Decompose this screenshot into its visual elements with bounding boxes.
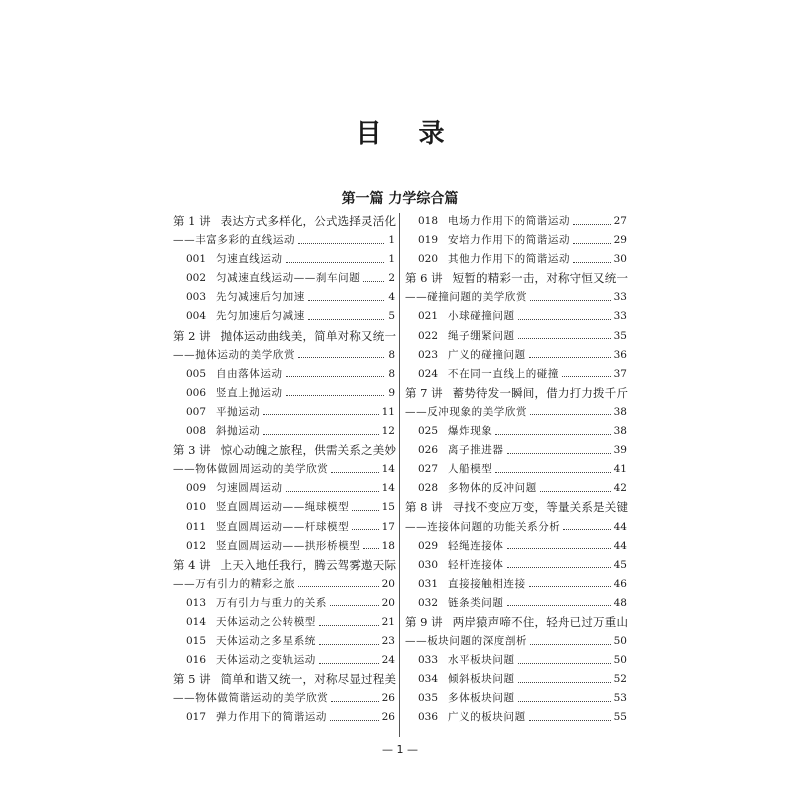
lecture-title: 表达方式多样化，公式选择灵活化: [220, 214, 397, 228]
page-ref: 36: [613, 348, 627, 361]
item-title: 先匀加速后匀减速: [216, 310, 305, 323]
page-ref: 37: [613, 367, 627, 380]
item-title: 链条类问题: [448, 596, 504, 609]
toc-subtitle-entry[interactable]: [405, 632, 627, 651]
item-number: 026: [418, 444, 439, 457]
page-ref: 42: [613, 482, 627, 495]
toc-item-entry[interactable]: [173, 708, 395, 727]
toc-item-entry[interactable]: [405, 365, 627, 384]
lecture-title: 抛体运动曲线美，简单对称又统一: [220, 328, 397, 343]
page-ref: 30: [613, 253, 627, 266]
toc-item-entry[interactable]: [405, 307, 627, 326]
page-ref: 26: [381, 711, 395, 724]
toc-item-entry[interactable]: [405, 575, 627, 594]
subtitle-text: ——反冲现象的美学欣赏: [405, 405, 528, 418]
dot-leader: [308, 299, 384, 301]
page-ref: 14: [381, 482, 395, 495]
lecture-title: 寻找不变应万变，等量关系是关键: [452, 500, 629, 515]
page-ref: 24: [381, 654, 395, 667]
toc-subtitle-entry[interactable]: [173, 689, 395, 708]
dot-leader: [363, 547, 378, 549]
item-number: 019: [418, 234, 439, 247]
dot-leader: [330, 719, 379, 721]
item-title: 万有引力与重力的关系: [216, 596, 327, 609]
dot-leader: [573, 223, 611, 225]
toc-subtitle-entry[interactable]: [405, 288, 627, 307]
page-ref: 15: [381, 501, 395, 514]
page-ref: 52: [613, 673, 627, 686]
dot-leader: [298, 242, 384, 244]
dot-leader: [540, 490, 611, 492]
item-number: 022: [418, 329, 439, 342]
item-number: 033: [418, 654, 439, 667]
item-number: 014: [186, 615, 207, 628]
item-title: 天体运动之多星系统: [216, 635, 316, 648]
page-ref: 41: [613, 463, 627, 476]
dot-leader: [363, 280, 384, 282]
item-title: 绳子绷紧问题: [448, 329, 515, 342]
toc-lecture-heading[interactable]: [173, 556, 395, 575]
toc-item-entry[interactable]: [405, 594, 627, 613]
item-title: 匀减速直线运动——刹车问题: [216, 272, 361, 285]
item-title: 先匀减速后匀加速: [216, 291, 305, 304]
page-ref: 50: [613, 654, 627, 667]
page-ref: 21: [381, 615, 395, 628]
item-number: 004: [186, 310, 207, 323]
subtitle-text: ——物体做简谐运动的美学欣赏: [173, 692, 329, 705]
toc-lecture-heading[interactable]: [173, 327, 395, 346]
page-ref: 46: [613, 577, 627, 590]
item-number: 035: [418, 692, 439, 705]
dot-leader: [507, 566, 611, 568]
toc-item-entry[interactable]: [405, 212, 627, 231]
dot-leader: [286, 394, 384, 396]
lecture-title: 两岸猿声啼不住，轻舟已过万重山: [452, 614, 629, 629]
page-ref: 39: [613, 444, 627, 457]
item-title: 轻杆连接体: [448, 558, 504, 571]
item-number: 006: [186, 386, 207, 399]
page-ref: 45: [613, 558, 627, 571]
page-number: — 1 —: [382, 743, 418, 756]
lecture-number: 第 1 讲: [173, 214, 211, 228]
toc-item-entry[interactable]: [405, 479, 627, 498]
item-title: 平抛运动: [216, 405, 261, 418]
toc-item-entry[interactable]: [405, 689, 627, 708]
item-title: 小球碰撞问题: [448, 310, 515, 323]
item-number: 008: [186, 425, 207, 438]
page-ref: 27: [613, 215, 627, 227]
toc-item-entry[interactable]: [405, 441, 627, 460]
toc-lecture-heading[interactable]: [173, 212, 395, 231]
toc-item-entry[interactable]: [173, 518, 395, 537]
toc-item-entry[interactable]: [173, 632, 395, 651]
item-number: 020: [418, 253, 439, 266]
dot-leader: [518, 662, 611, 664]
item-number: 016: [186, 654, 207, 667]
page-ref: 29: [613, 234, 627, 247]
item-number: 005: [186, 367, 207, 380]
toc-item-entry[interactable]: [405, 346, 627, 365]
toc-lecture-heading[interactable]: [405, 269, 627, 288]
part-title: 第一篇 力学综合篇: [341, 191, 459, 207]
toc-right-column: [405, 212, 627, 728]
page-ref: 55: [613, 711, 627, 724]
item-number: 027: [418, 463, 439, 476]
toc-item-entry[interactable]: [173, 288, 395, 307]
lecture-number: 第 2 讲: [173, 328, 211, 343]
item-number: 011: [186, 520, 207, 533]
page-ref: 11: [381, 405, 395, 418]
page-ref: 1: [388, 234, 395, 247]
toc-item-entry[interactable]: [405, 231, 627, 250]
item-title: 竖直圆周运动——拱形桥模型: [216, 539, 361, 552]
item-number: 029: [418, 539, 439, 552]
item-title: 不在同一直线上的碰撞: [448, 367, 559, 380]
toc-item-entry[interactable]: [173, 250, 395, 269]
item-title: 人船模型: [448, 463, 493, 476]
subtitle-text: ——丰富多彩的直线运动: [173, 234, 296, 247]
page-ref: 8: [388, 348, 395, 361]
dot-leader: [518, 681, 611, 683]
item-title: 竖直圆周运动——杆球模型: [216, 520, 350, 533]
lecture-number: 第 6 讲: [405, 271, 443, 286]
item-title: 匀速圆周运动: [216, 482, 283, 495]
lecture-number: 第 4 讲: [173, 557, 211, 572]
toc-item-entry[interactable]: [405, 651, 627, 670]
item-number: 028: [418, 482, 439, 495]
toc-subtitle-entry[interactable]: [405, 518, 627, 537]
toc-item-entry[interactable]: [173, 498, 395, 517]
page-ref: 35: [613, 329, 627, 342]
lecture-title: 惊心动魄之旅程，供需关系之美妙: [220, 443, 397, 458]
toc-item-entry[interactable]: [405, 327, 627, 346]
item-title: 自由落体运动: [216, 367, 283, 380]
dot-leader: [518, 700, 611, 702]
lecture-title: 蓄势待发一瞬间，借力打力拨千斤: [452, 385, 629, 400]
page-ref: 38: [613, 425, 627, 438]
item-title: 安培力作用下的简谐运动: [448, 234, 571, 247]
subtitle-text: ——物体做圆周运动的美学欣赏: [173, 463, 329, 476]
toc-item-entry[interactable]: [173, 269, 395, 288]
item-title: 轻绳连接体: [448, 539, 504, 552]
item-number: 015: [186, 635, 207, 648]
dot-leader: [530, 643, 611, 645]
item-title: 直接接触相连接: [448, 577, 526, 590]
toc-item-entry[interactable]: [173, 594, 395, 613]
dot-leader: [286, 261, 384, 263]
dot-leader: [319, 624, 379, 626]
page-ref: 20: [381, 577, 395, 590]
item-title: 竖直圆周运动——绳球模型: [216, 501, 350, 514]
page-ref: 4: [388, 291, 395, 304]
toc-lecture-heading[interactable]: [173, 670, 395, 689]
toc-item-entry[interactable]: [173, 651, 395, 670]
page-ref: 26: [381, 692, 395, 705]
lecture-number: 第 8 讲: [405, 500, 443, 515]
item-number: 003: [186, 291, 207, 304]
item-title: 斜抛运动: [216, 425, 261, 438]
toc-item-entry[interactable]: [405, 250, 627, 269]
item-number: 031: [418, 577, 439, 590]
dot-leader: [352, 509, 378, 511]
page-ref: 17: [381, 520, 395, 533]
page-ref: 1: [388, 253, 395, 266]
dot-leader: [286, 375, 384, 377]
subtitle-text: ——连接体问题的功能关系分析: [405, 520, 561, 533]
dot-leader: [352, 528, 378, 530]
item-number: 012: [186, 539, 207, 552]
dot-leader: [286, 490, 379, 492]
lecture-title: 上天入地任我行，腾云驾雾遨天际: [220, 557, 397, 572]
dot-leader: [263, 413, 378, 415]
dot-leader: [573, 242, 611, 244]
page-ref: 5: [388, 310, 395, 323]
item-title: 电场力作用下的简谐运动: [448, 215, 571, 227]
page-ref: 18: [381, 539, 395, 552]
toc-lecture-heading[interactable]: [405, 498, 627, 517]
item-number: 025: [418, 425, 439, 438]
item-number: 018: [418, 215, 439, 227]
dot-leader: [495, 433, 610, 435]
toc-subtitle-entry[interactable]: [173, 231, 395, 250]
item-number: 021: [418, 310, 439, 323]
toc-lecture-heading[interactable]: [405, 613, 627, 632]
dot-leader: [507, 452, 611, 454]
toc-item-entry[interactable]: [405, 556, 627, 575]
subtitle-text: ——板块问题的深度剖析: [405, 635, 528, 648]
toc-item-entry[interactable]: [173, 307, 395, 326]
item-title: 爆炸现象: [448, 425, 493, 438]
item-number: 036: [418, 711, 439, 724]
dot-leader: [518, 318, 611, 320]
dot-leader: [308, 318, 384, 320]
toc-subtitle-entry[interactable]: [173, 346, 395, 365]
dot-leader: [529, 719, 611, 721]
lecture-title: 简单和谐又统一，对称尽显过程美: [220, 672, 397, 687]
item-number: 030: [418, 558, 439, 571]
toc-item-entry[interactable]: [173, 403, 395, 422]
item-number: 024: [418, 367, 439, 380]
page-ref: 44: [613, 520, 627, 533]
lecture-number: 第 9 讲: [405, 614, 443, 629]
dot-leader: [319, 662, 379, 664]
page-ref: 8: [388, 367, 395, 380]
item-title: 其他力作用下的简谐运动: [448, 253, 571, 266]
dot-leader: [507, 604, 611, 606]
toc-item-entry[interactable]: [405, 460, 627, 479]
page-title: 目 录: [355, 119, 459, 149]
page-ref: 23: [381, 635, 395, 648]
page-ref: 50: [613, 635, 627, 648]
dot-leader: [298, 585, 379, 587]
item-number: 017: [186, 711, 207, 724]
item-title: 广义的碰撞问题: [448, 348, 526, 361]
item-number: 032: [418, 596, 439, 609]
dot-leader: [530, 299, 611, 301]
item-title: 匀速直线运动: [216, 253, 283, 266]
page-ref: 2: [388, 272, 395, 285]
item-number: 013: [186, 596, 207, 609]
item-number: 010: [186, 501, 207, 514]
dot-leader: [573, 261, 611, 263]
page-ref: 20: [381, 596, 395, 609]
dot-leader: [563, 528, 610, 530]
dot-leader: [529, 585, 611, 587]
item-title: 离子推进器: [448, 444, 504, 457]
subtitle-text: ——碰撞问题的美学欣赏: [405, 291, 528, 304]
item-number: 007: [186, 405, 207, 418]
toc-item-entry[interactable]: [173, 613, 395, 632]
item-title: 竖直上抛运动: [216, 386, 283, 399]
page-ref: 9: [388, 386, 395, 399]
dot-leader: [331, 471, 378, 473]
toc-item-entry[interactable]: [173, 479, 395, 498]
toc-left-column: [173, 212, 395, 728]
page-ref: 48: [613, 596, 627, 609]
toc-subtitle-entry[interactable]: [405, 403, 627, 422]
page-ref: 14: [381, 463, 395, 476]
dot-leader: [331, 700, 378, 702]
column-divider: [399, 213, 400, 737]
toc-lecture-heading[interactable]: [173, 441, 395, 460]
page-ref: 38: [613, 405, 627, 418]
page-ref: 33: [613, 291, 627, 304]
item-title: 天体运动之公转模型: [216, 615, 316, 628]
dot-leader: [507, 547, 611, 549]
dot-leader: [562, 375, 611, 377]
toc-item-entry[interactable]: [405, 670, 627, 689]
toc-item-entry[interactable]: [173, 384, 395, 403]
dot-leader: [529, 356, 611, 358]
lecture-number: 第 5 讲: [173, 672, 211, 687]
item-title: 水平板块问题: [448, 654, 515, 667]
toc-lecture-heading[interactable]: [405, 384, 627, 403]
toc-subtitle-entry[interactable]: [173, 575, 395, 594]
item-number: 001: [186, 253, 207, 266]
dot-leader: [530, 413, 611, 415]
page-ref: 44: [613, 539, 627, 552]
dot-leader: [330, 604, 379, 606]
item-title: 弹力作用下的简谐运动: [216, 711, 327, 724]
page-ref: 53: [613, 692, 627, 705]
dot-leader: [263, 433, 378, 435]
toc-item-entry[interactable]: [173, 537, 395, 556]
dot-leader: [518, 337, 611, 339]
item-number: 034: [418, 673, 439, 686]
item-number: 009: [186, 482, 207, 495]
item-number: 023: [418, 348, 439, 361]
toc-subtitle-entry[interactable]: [173, 460, 395, 479]
toc-item-entry[interactable]: [405, 422, 627, 441]
lecture-title: 短暂的精彩一击，对称守恒又统一: [452, 271, 629, 286]
subtitle-text: ——万有引力的精彩之旅: [173, 577, 296, 590]
toc-item-entry[interactable]: [173, 422, 395, 441]
item-title: 多物体的反冲问题: [448, 482, 537, 495]
lecture-number: 第 3 讲: [173, 443, 211, 458]
dot-leader: [319, 643, 379, 645]
lecture-number: 第 7 讲: [405, 385, 443, 400]
toc-item-entry[interactable]: [405, 708, 627, 727]
dot-leader: [298, 356, 384, 358]
toc-item-entry[interactable]: [173, 365, 395, 384]
page-ref: 12: [381, 425, 395, 438]
item-title: 天体运动之变轨运动: [216, 654, 316, 667]
item-title: 广义的板块问题: [448, 711, 526, 724]
item-title: 多体板块问题: [448, 692, 515, 705]
item-title: 倾斜板块问题: [448, 673, 515, 686]
subtitle-text: ——抛体运动的美学欣赏: [173, 348, 296, 361]
dot-leader: [495, 471, 610, 473]
toc-item-entry[interactable]: [405, 537, 627, 556]
item-number: 002: [186, 272, 207, 285]
page-ref: 33: [613, 310, 627, 323]
